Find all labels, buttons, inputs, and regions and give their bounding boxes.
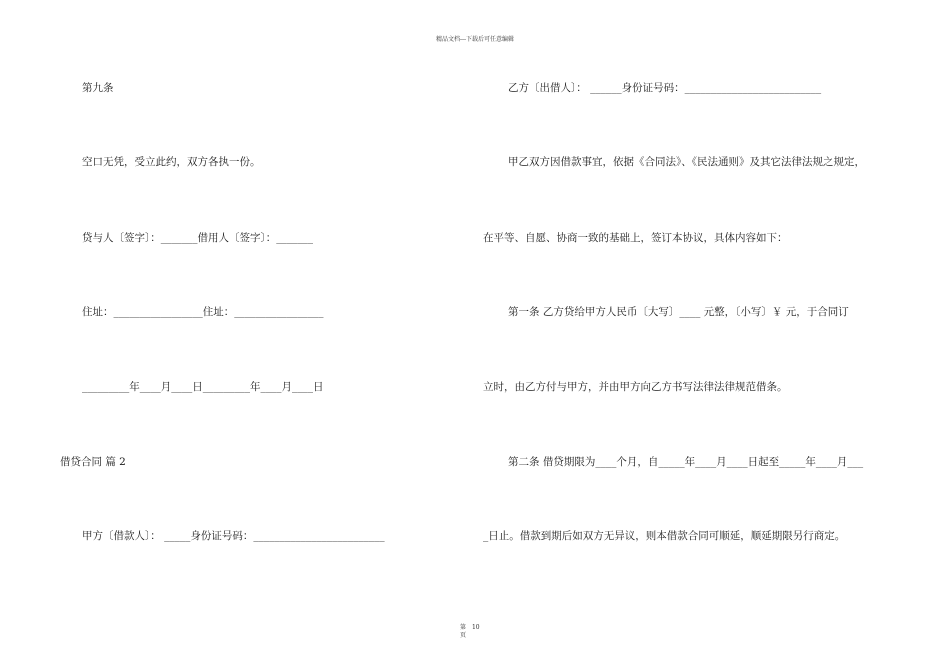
- page-label-bottom: 页: [460, 632, 467, 639]
- page-number-value: 10: [471, 624, 480, 631]
- clause-two-line-1: 第二条 借贷期限为____个月，自_____年____月____日起至_____年____月___: [508, 456, 864, 468]
- section-title: 借贷合同 篇 2: [60, 456, 126, 468]
- date-line: _________年____月____日_________年____月____日: [82, 381, 324, 393]
- page-number: [460, 624, 480, 640]
- clause-two-line-2: _日止。借款到期后如双方无异议，则本借款合同可顺延，顺延期限另行商定。: [483, 530, 846, 542]
- clause-nine-text: 空口无凭，受立此约，双方各执一份。: [82, 156, 261, 168]
- page-label-top: 第: [460, 624, 467, 631]
- party-b-line: 乙方〔出借人〕： ______身份证号码：__________________________: [508, 82, 822, 94]
- party-a-line: 甲方〔借款人〕： _____身份证号码：_________________________: [82, 530, 385, 542]
- preamble-line-1: 甲乙双方因借款事宜，依据《合同法》、《民法通则》及其它法律法规之规定，: [508, 156, 865, 168]
- clause-one-line-2: 立时，由乙方付与甲方，并由甲方向乙方书写法律法律规范借条。: [483, 381, 788, 393]
- signature-line: 贷与人〔签字〕：_______借用人〔签字〕：_______: [82, 232, 313, 244]
- page-header: 精品文档---下载后可任意编辑: [435, 36, 515, 43]
- clause-one-line-1: 第一条 乙方贷给甲方人民币〔大写〕____ 元整，〔小写〕￥ 元，于合同订: [508, 306, 849, 318]
- preamble-line-2: 在平等、自愿、协商一致的基础上，签订本协议，具体内容如下：: [483, 232, 788, 244]
- clause-nine-heading: 第九条: [82, 82, 114, 94]
- address-line: 住址：_________________住址：_________________: [82, 306, 324, 318]
